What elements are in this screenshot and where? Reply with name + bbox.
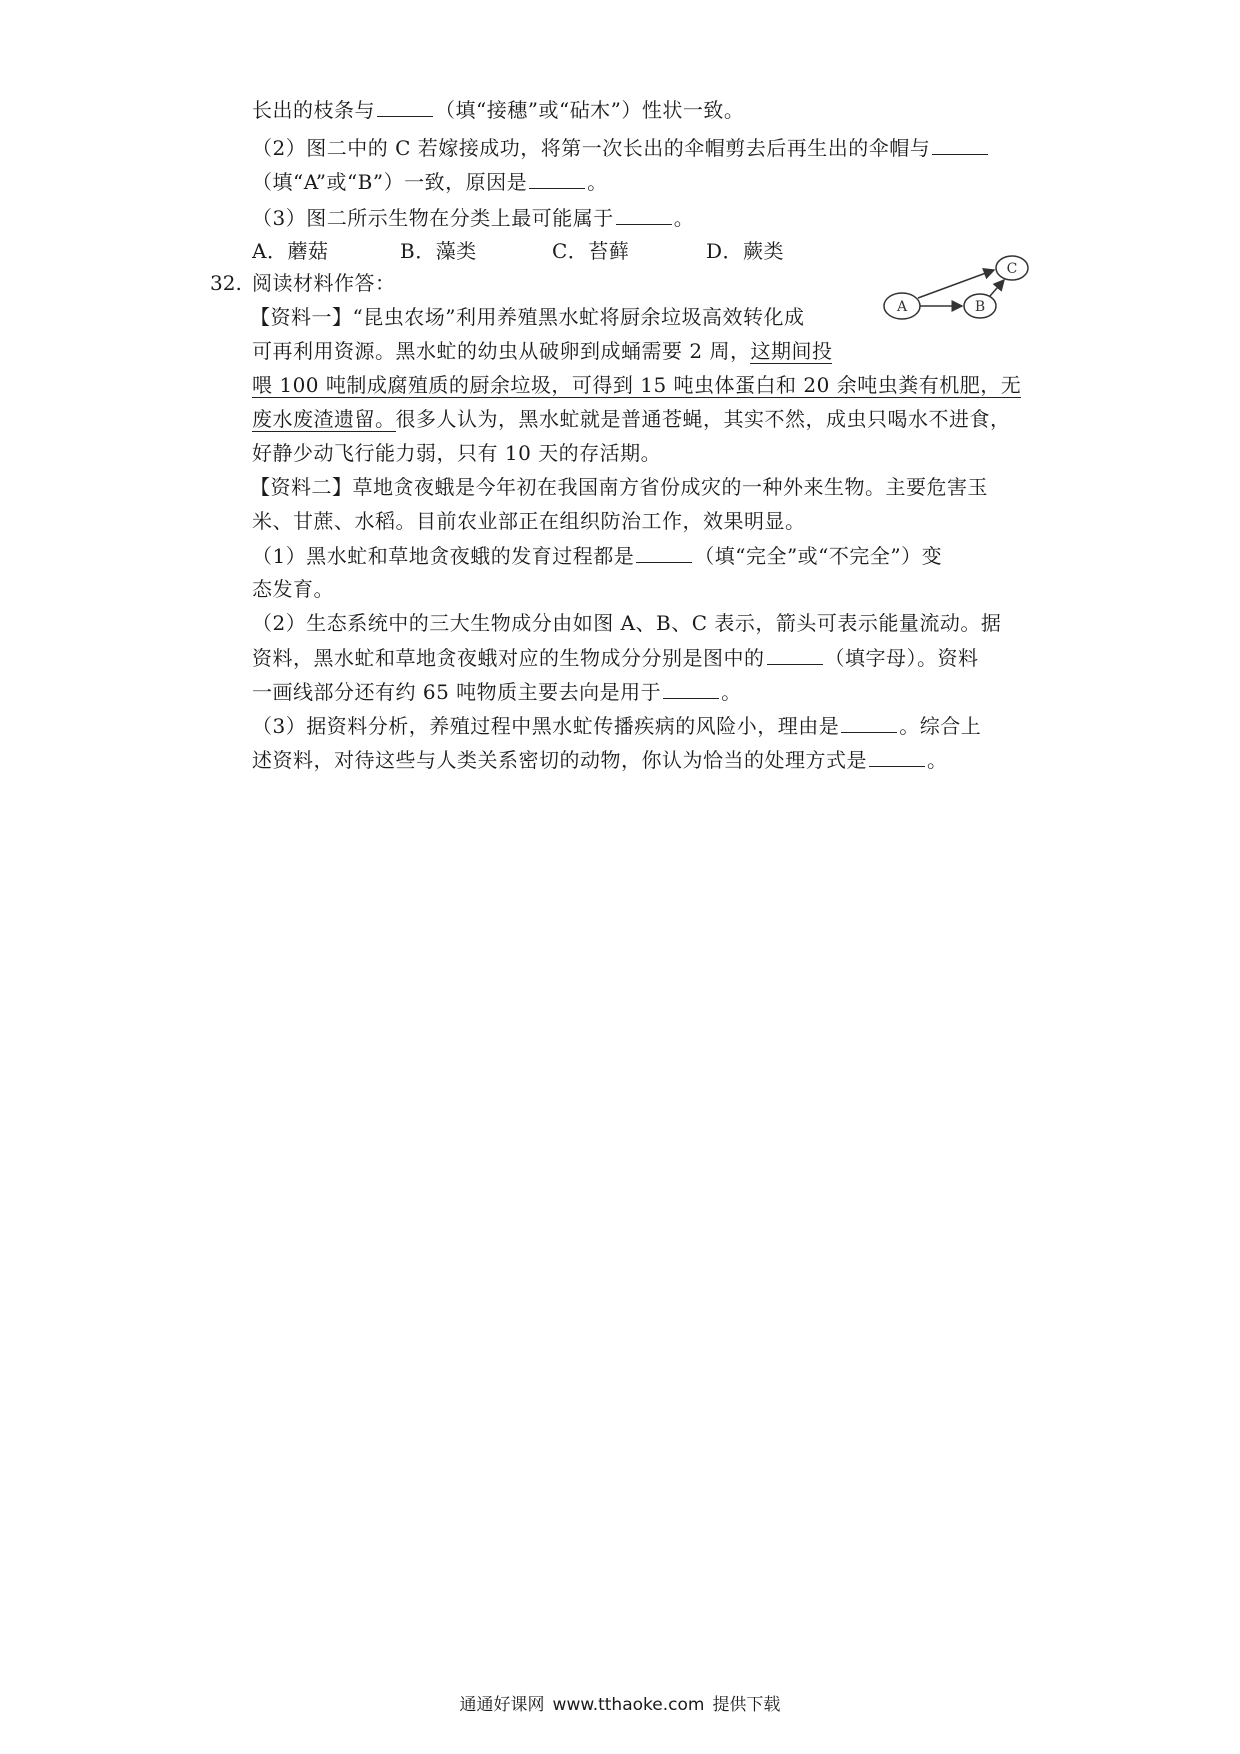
answer-blank bbox=[869, 746, 925, 767]
answer-blank bbox=[932, 134, 988, 155]
sub-question-2-line-1: （2）生态系统中的三大生物成分由如图 A、B、C 表示，箭头可表示能量流动。据 bbox=[252, 611, 1002, 635]
underlined-text: 喂 100 吨制成腐殖质的厨余垃圾，可得到 15 吨虫体蛋白和 20 余吨虫粪有机肥，无 bbox=[252, 373, 1022, 397]
node-c-label: C bbox=[1006, 261, 1018, 277]
q31-options bbox=[252, 238, 784, 264]
option-a: A．蘑菇 bbox=[252, 239, 329, 263]
q31-line-3 bbox=[252, 168, 608, 195]
text: 。综合上 bbox=[899, 714, 982, 738]
text: （填字母）。资料 bbox=[824, 646, 979, 670]
underlined-text: 这期间投 bbox=[750, 339, 833, 363]
text: 。 bbox=[927, 748, 948, 772]
footer-url[interactable]: www.tthaoke.com bbox=[552, 1695, 705, 1715]
text: （填“完全”或“不完全”）变 bbox=[694, 544, 943, 568]
text: 。 bbox=[721, 680, 742, 704]
answer-blank bbox=[616, 204, 672, 225]
arrow-b-to-c bbox=[990, 280, 1004, 296]
answer-blank bbox=[377, 96, 433, 117]
q32-intro: 阅读材料作答： bbox=[252, 271, 396, 295]
footer-site-name: 通通好课网 bbox=[459, 1695, 545, 1715]
text: 资料，黑水虻和草地贪夜蛾对应的生物成分分别是图中的 bbox=[252, 646, 765, 670]
underlined-text: 废水废渣遗留。 bbox=[252, 407, 396, 431]
text: 。 bbox=[587, 170, 608, 194]
text: 。 bbox=[673, 206, 695, 230]
text: 很多人认为，黑水虻就是普通苍蝇，其实不然，成虫只喝水不进食， bbox=[395, 407, 1011, 431]
page-footer bbox=[0, 1694, 1240, 1716]
text: （填“A”或“B”）一致，原因是 bbox=[252, 170, 528, 194]
text: 述资料，对待这些与人类关系密切的动物，你认为恰当的处理方式是 bbox=[252, 748, 867, 772]
q31-line-4 bbox=[252, 204, 694, 231]
answer-blank bbox=[529, 168, 585, 189]
answer-blank bbox=[663, 678, 719, 699]
ecosystem-diagram bbox=[872, 250, 1042, 330]
text: （1）黑水虻和草地贪夜蛾的发育过程都是 bbox=[252, 544, 635, 568]
material-1-line-1: 【资料一】“昆虫农场”利用养殖黑水虻将厨余垃圾高效转化成 bbox=[250, 305, 805, 329]
material-1-line-5: 好静少动飞行能力弱，只有 10 天的存活期。 bbox=[252, 441, 662, 465]
material-1-line-4 bbox=[252, 406, 1011, 432]
q31-line-2 bbox=[252, 134, 990, 161]
option-b: B．藻类 bbox=[400, 239, 477, 263]
answer-blank bbox=[636, 542, 692, 563]
text: （3）图二所示生物在分类上最可能属于 bbox=[252, 206, 614, 230]
option-d: D．蕨类 bbox=[706, 239, 785, 263]
text: （3）据资料分析，养殖过程中黑水虻传播疾病的风险小，理由是 bbox=[252, 714, 840, 738]
sub-question-1-line-2: 态发育。 bbox=[252, 577, 334, 601]
text: （2）图二中的 C 若嫁接成功，将第一次长出的伞帽剪去后再生出的伞帽与 bbox=[252, 136, 931, 160]
material-2-line-1: 【资料二】草地贪夜蛾是今年初在我国南方省份成灾的一种外来生物。主要危害玉 bbox=[250, 475, 988, 499]
sub-question-1-line-1 bbox=[252, 542, 942, 569]
answer-blank bbox=[841, 712, 897, 733]
material-2-line-2: 米、甘蔗、水稻。目前农业部正在组织防治工作，效果明显。 bbox=[252, 509, 806, 533]
answer-blank bbox=[767, 644, 823, 665]
node-a-label: A bbox=[896, 299, 908, 315]
material-1-line-3 bbox=[252, 372, 1021, 398]
q31-line-1 bbox=[252, 96, 744, 123]
sub-question-2-line-3 bbox=[252, 678, 742, 705]
text: （填“接穗”或“砧木”）性状一致。 bbox=[435, 98, 745, 122]
text: 长出的枝条与 bbox=[252, 98, 375, 122]
sub-question-3-line-1 bbox=[252, 712, 981, 739]
material-1-line-2 bbox=[252, 338, 832, 364]
node-b-label: B bbox=[974, 299, 986, 315]
option-c: C．苔藓 bbox=[552, 239, 630, 263]
sub-question-3-line-2 bbox=[252, 746, 948, 773]
text: 一画线部分还有约 65 吨物质主要去向是用于 bbox=[252, 680, 662, 704]
text: 可再利用资源。黑水虻的幼虫从破卵到成蛹需要 2 周， bbox=[252, 339, 751, 363]
footer-tail: 提供下载 bbox=[712, 1695, 781, 1715]
question-number: 32. bbox=[210, 271, 242, 295]
sub-question-2-line-2 bbox=[252, 644, 979, 671]
